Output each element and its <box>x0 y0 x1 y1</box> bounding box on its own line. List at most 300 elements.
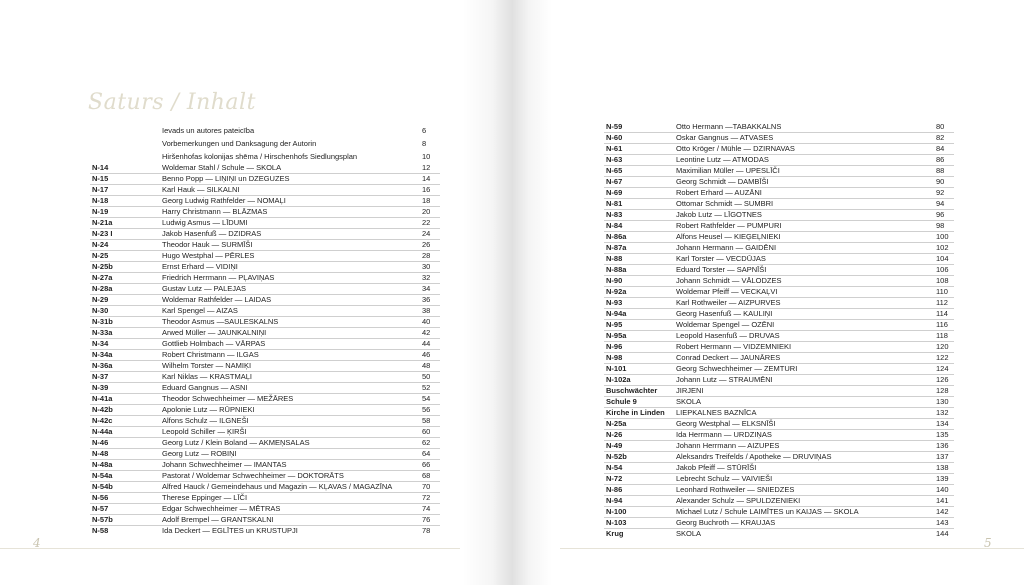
toc-title: Hugo Westphal — PĒRLES <box>160 251 420 262</box>
toc-title: Maximilian Müller — UPESLĪČI <box>674 166 934 177</box>
toc-code: N-93 <box>604 298 674 309</box>
toc-page: 30 <box>420 262 440 273</box>
toc-row <box>604 287 954 298</box>
toc-row <box>604 309 954 320</box>
toc-code: Schule 9 <box>604 397 674 408</box>
toc-code: N-63 <box>604 155 674 166</box>
toc-row <box>90 526 440 537</box>
toc-code: N-42b <box>90 405 160 416</box>
toc-code: N-65 <box>604 166 674 177</box>
toc-row <box>604 496 954 507</box>
toc-code: N-94a <box>604 309 674 320</box>
toc-row <box>90 174 440 185</box>
toc-row <box>90 150 440 163</box>
toc-title: Lebrecht Schulz — VAIVIEŠI <box>674 474 934 485</box>
toc-row <box>604 166 954 177</box>
toc-page: 124 <box>934 364 954 375</box>
toc-page: 34 <box>420 284 440 295</box>
toc-code: N-81 <box>604 199 674 210</box>
toc-title: Georg Schmidt — DAMBĪŠI <box>674 177 934 188</box>
toc-page: 112 <box>934 298 954 309</box>
toc-row <box>604 386 954 397</box>
toc-title: Eduard Gangnus — ASNI <box>160 383 420 394</box>
toc-row <box>604 265 954 276</box>
toc-code: N-25b <box>90 262 160 273</box>
footer-rule-right <box>560 548 1024 549</box>
toc-title: Leontine Lutz — ATMODAS <box>674 155 934 166</box>
toc-code: N-46 <box>90 438 160 449</box>
toc-title: Karl Torster — VECDŪJAS <box>674 254 934 265</box>
toc-page: 116 <box>934 320 954 331</box>
toc-page: 96 <box>934 210 954 221</box>
toc-title: Georg Buchroth — KRAUJAS <box>674 518 934 529</box>
toc-title: Harry Christmann — BLĀZMAS <box>160 207 420 218</box>
toc-row <box>90 306 440 317</box>
toc-title: Jakob Pfeiff — STŪRĪŠI <box>674 463 934 474</box>
toc-row <box>604 254 954 265</box>
toc-row <box>90 361 440 372</box>
toc-code: N-31b <box>90 317 160 328</box>
toc-code: N-49 <box>604 441 674 452</box>
toc-title: Leopold Schiller — ĶIRŠI <box>160 427 420 438</box>
toc-code: N-94 <box>604 496 674 507</box>
toc-title: Jakob Lutz — LĪGOTNES <box>674 210 934 221</box>
toc-row <box>604 419 954 430</box>
toc-page: 18 <box>420 196 440 207</box>
toc-page: 68 <box>420 471 440 482</box>
toc-page: 16 <box>420 185 440 196</box>
toc-title: Otto Kröger / Mühle — DZIRNAVAS <box>674 144 934 155</box>
toc-row <box>90 504 440 515</box>
toc-code <box>90 124 160 137</box>
toc-page: 94 <box>934 199 954 210</box>
toc-title: Adolf Brempel — GRANTSKALNI <box>160 515 420 526</box>
toc-page: 66 <box>420 460 440 471</box>
toc-row <box>604 298 954 309</box>
toc-title: Johann Herrmann — AIZUPES <box>674 441 934 452</box>
page-number-left: 4 <box>33 536 41 550</box>
toc-row <box>90 207 440 218</box>
toc-page: 70 <box>420 482 440 493</box>
toc-page: 128 <box>934 386 954 397</box>
toc-page: 106 <box>934 265 954 276</box>
toc-row <box>604 485 954 496</box>
toc-row <box>90 449 440 460</box>
toc-title: Hiršenhofas kolonijas shēma / Hirschenhofs Siedlungsplan <box>162 152 358 161</box>
toc-row <box>604 199 954 210</box>
footer-rule-left <box>0 548 460 549</box>
toc-page: 136 <box>934 441 954 452</box>
toc-page: 88 <box>934 166 954 177</box>
toc-title: Robert Erhard — AUZĀNI <box>674 188 934 199</box>
book-gutter-shadow-right <box>512 0 552 585</box>
toc-row <box>90 405 440 416</box>
toc-title: Alexander Schulz — SPULDZENIEKI <box>674 496 934 507</box>
toc-code: N-54a <box>90 471 160 482</box>
toc-page: 144 <box>936 529 949 538</box>
toc-title: Karl Spengel — AIZAS <box>160 306 420 317</box>
toc-row <box>90 137 440 150</box>
toc-row <box>604 408 954 419</box>
toc-row <box>604 430 954 441</box>
toc-row <box>604 342 954 353</box>
toc-table-right <box>604 122 954 539</box>
toc-title: Ernst Erhard — VIDIŅI <box>160 262 420 273</box>
toc-row <box>604 177 954 188</box>
toc-code: N-24 <box>90 240 160 251</box>
toc-row <box>604 463 954 474</box>
toc-title: Ludwig Asmus — LĪDUMI <box>160 218 420 229</box>
toc-title: Georg Ludwig Rathfelder — NOMAĻI <box>160 196 420 207</box>
toc-code: N-39 <box>90 383 160 394</box>
toc-page: 108 <box>934 276 954 287</box>
toc-title: Woldemar Rathfelder — LAIDAS <box>160 295 420 306</box>
toc-page: 135 <box>934 430 954 441</box>
toc-page: 22 <box>420 218 440 229</box>
toc-title: Georg Hasenfuß — KAULIŅI <box>674 309 934 320</box>
toc-title: LIEPKALNES BAZNĪCA <box>674 408 934 419</box>
toc-row <box>90 284 440 295</box>
toc-code: N-29 <box>90 295 160 306</box>
page-number-right: 5 <box>984 536 992 550</box>
toc-code: N-67 <box>604 177 674 188</box>
toc-code: N-33a <box>90 328 160 339</box>
toc-page: 52 <box>420 383 440 394</box>
toc-row <box>604 452 954 463</box>
toc-page: 134 <box>934 419 954 430</box>
toc-title: Ievads un autores pateicība <box>162 126 255 135</box>
toc-row <box>604 364 954 375</box>
toc-title: Alfons Heusel — KIEĢEĻNIEKI <box>674 232 934 243</box>
toc-title: SKOLA <box>674 397 934 408</box>
toc-code: N-23 I <box>90 229 160 240</box>
toc-title: Georg Schwechheimer — ZEMTURI <box>674 364 934 375</box>
toc-title: Karl Niklas — KRASTMAĻI <box>160 372 420 383</box>
toc-page: 62 <box>420 438 440 449</box>
toc-row <box>90 438 440 449</box>
toc-code <box>90 150 160 163</box>
toc-code: N-34 <box>90 339 160 350</box>
book-gutter-shadow-left <box>462 0 512 585</box>
toc-page: 84 <box>934 144 954 155</box>
toc-title: Ottomar Schmidt — SUMBRI <box>674 199 934 210</box>
toc-row <box>90 218 440 229</box>
toc-page: 86 <box>934 155 954 166</box>
toc-row <box>604 320 954 331</box>
toc-page: 110 <box>934 287 954 298</box>
toc-code: N-48 <box>90 449 160 460</box>
toc-page: 138 <box>934 463 954 474</box>
toc-title: Benno Popp — LIŅIŅI un DZEGUZES <box>160 174 420 185</box>
toc-code: N-41a <box>90 394 160 405</box>
toc-title: Woldemar Pfeiff — VECKAĻVI <box>674 287 934 298</box>
toc-row <box>90 350 440 361</box>
toc-page: 98 <box>934 221 954 232</box>
toc-title: Karl Hauk — SILKALNI <box>160 185 420 196</box>
toc-code: N-103 <box>604 518 674 529</box>
toc-page: 10 <box>422 152 431 161</box>
toc-title: Theodor Schwechheimer — MEŽĀRES <box>160 394 420 405</box>
toc-title: Johann Schwechheimer — IMANTAS <box>160 460 420 471</box>
toc-code: N-25a <box>604 419 674 430</box>
toc-code: N-57b <box>90 515 160 526</box>
toc-title: Jakob Hasenfuß — DZIDRAS <box>160 229 420 240</box>
toc-row <box>604 232 954 243</box>
toc-page: 20 <box>420 207 440 218</box>
toc-row <box>604 331 954 342</box>
toc-code: N-17 <box>90 185 160 196</box>
toc-row <box>604 133 954 144</box>
toc-page: 76 <box>420 515 440 526</box>
toc-page: 104 <box>934 254 954 265</box>
toc-title: Pastorat / Woldemar Schwechheimer — DOKTORĀTS <box>160 471 420 482</box>
toc-title: SKOLA <box>676 529 702 538</box>
toc-code: N-95 <box>604 320 674 331</box>
toc-page: 28 <box>420 251 440 262</box>
toc-title: Robert Christmann — ILGAS <box>160 350 420 361</box>
toc-row <box>604 221 954 232</box>
toc-page: 126 <box>934 375 954 386</box>
toc-row <box>604 397 954 408</box>
toc-code: N-56 <box>90 493 160 504</box>
toc-page: 122 <box>934 353 954 364</box>
toc-page: 8 <box>422 139 427 148</box>
toc-title: Gustav Lutz — PALEJAS <box>160 284 420 295</box>
toc-title: Ida Deckert — EGLĪTES un KRUSTUPJI <box>162 526 298 535</box>
toc-title: Vorbemerkungen und Danksagung der Autorin <box>162 139 317 148</box>
toc-row <box>90 229 440 240</box>
toc-row <box>604 188 954 199</box>
toc-page: 118 <box>934 331 954 342</box>
toc-row <box>90 240 440 251</box>
toc-row <box>90 482 440 493</box>
toc-page: 114 <box>934 309 954 320</box>
toc-page: 26 <box>420 240 440 251</box>
toc-code: N-25 <box>90 251 160 262</box>
toc-page: 72 <box>420 493 440 504</box>
toc-title: Friedrich Herrmann — PĻAVIŅAS <box>160 273 420 284</box>
toc-title: Otto Hermann —TABAKKALNS <box>674 122 934 133</box>
toc-title: Woldemar Stahl / Schule — SKOLA <box>160 163 420 174</box>
toc-code: N-37 <box>90 372 160 383</box>
toc-page: 102 <box>934 243 954 254</box>
toc-row <box>604 474 954 485</box>
toc-title: Georg Westphal — ELKSNĪŠI <box>674 419 934 430</box>
toc-title: Georg Lutz — ROBIŅI <box>160 449 420 460</box>
toc-row <box>90 328 440 339</box>
toc-row <box>604 441 954 452</box>
page-title: Saturs / Inhalt <box>88 90 256 115</box>
toc-code: N-69 <box>604 188 674 199</box>
toc-row <box>90 493 440 504</box>
toc-code: N-28a <box>90 284 160 295</box>
toc-title: Robert Rathfelder — PUMPURI <box>674 221 934 232</box>
toc-row <box>90 124 440 137</box>
toc-code: N-36a <box>90 361 160 372</box>
toc-code: N-52b <box>604 452 674 463</box>
toc-page: 14 <box>420 174 440 185</box>
toc-page: 120 <box>934 342 954 353</box>
toc-page: 143 <box>934 518 954 529</box>
toc-row <box>90 460 440 471</box>
toc-row <box>90 372 440 383</box>
toc-code: N-100 <box>604 507 674 518</box>
toc-code: N-95a <box>604 331 674 342</box>
toc-code: N-26 <box>604 430 674 441</box>
toc-page: 6 <box>422 126 427 135</box>
toc-code: N-21a <box>90 218 160 229</box>
toc-row <box>604 507 954 518</box>
toc-page: 42 <box>420 328 440 339</box>
toc-code: N-34a <box>90 350 160 361</box>
toc-row <box>90 317 440 328</box>
toc-code: N-57 <box>90 504 160 515</box>
toc-title: Theodor Hauk — SURMĪŠI <box>160 240 420 251</box>
toc-title: Aleksandrs Treifelds / Apotheke — DRUVIŅAS <box>674 452 934 463</box>
toc-row <box>604 276 954 287</box>
toc-page: 80 <box>934 122 954 133</box>
toc-title: Alfons Schulz — ILGNEŠI <box>160 416 420 427</box>
toc-page: 140 <box>934 485 954 496</box>
toc-code: N-102a <box>604 375 674 386</box>
toc-page: 60 <box>420 427 440 438</box>
toc-row <box>90 383 440 394</box>
toc-title: Georg Lutz / Klein Boland — AKMEŅSALAS <box>160 438 420 449</box>
toc-title: Oskar Gangnus — ATVASES <box>674 133 934 144</box>
toc-page: 137 <box>934 452 954 463</box>
toc-page: 44 <box>420 339 440 350</box>
toc-table-left <box>90 124 440 536</box>
toc-row <box>90 251 440 262</box>
toc-page: 82 <box>934 133 954 144</box>
toc-code: Kirche in Linden <box>604 408 674 419</box>
toc-title: Leopold Hasenfuß — DRUVAS <box>674 331 934 342</box>
toc-code: N-44a <box>90 427 160 438</box>
toc-code: N-54b <box>90 482 160 493</box>
toc-code: N-88a <box>604 265 674 276</box>
toc-page: 139 <box>934 474 954 485</box>
toc-title: Apolonie Lutz — RŪPNIEKI <box>160 405 420 416</box>
toc-code: N-101 <box>604 364 674 375</box>
toc-page: 48 <box>420 361 440 372</box>
toc-title: Leonhard Rothweiler — SNIEDZES <box>674 485 934 496</box>
toc-code: N-30 <box>90 306 160 317</box>
toc-code: N-60 <box>604 133 674 144</box>
toc-code <box>90 137 160 150</box>
toc-page: 40 <box>420 317 440 328</box>
toc-title: Michael Lutz / Schule LAIMĪTES un KAIJAS — SKOLA <box>674 507 934 518</box>
toc-row <box>90 416 440 427</box>
toc-code: N-86 <box>604 485 674 496</box>
toc-row <box>90 471 440 482</box>
toc-code: N-42c <box>90 416 160 427</box>
toc-row <box>604 122 954 133</box>
toc-page: 36 <box>420 295 440 306</box>
toc-code: N-96 <box>604 342 674 353</box>
toc-code: N-92a <box>604 287 674 298</box>
toc-page: 132 <box>934 408 954 419</box>
toc-page: 142 <box>934 507 954 518</box>
toc-code: N-72 <box>604 474 674 485</box>
toc-title: Arwed Müller — JAUNKALNIŅI <box>160 328 420 339</box>
toc-page: 130 <box>934 397 954 408</box>
toc-row <box>90 515 440 526</box>
toc-row <box>604 353 954 364</box>
toc-code: Buschwächter <box>604 386 674 397</box>
toc-page: 64 <box>420 449 440 460</box>
toc-title: Johann Lutz — STRAUMĒNI <box>674 375 934 386</box>
toc-title: Woldemar Spengel — OZĒNI <box>674 320 934 331</box>
toc-code: N-98 <box>604 353 674 364</box>
toc-row <box>90 339 440 350</box>
toc-row <box>90 262 440 273</box>
toc-title: JIRJENI <box>674 386 934 397</box>
toc-title: Johann Schmidt — VĀLODZES <box>674 276 934 287</box>
toc-row <box>90 163 440 174</box>
toc-code: N-14 <box>90 163 160 174</box>
toc-page: 38 <box>420 306 440 317</box>
toc-code: N-83 <box>604 210 674 221</box>
toc-page: 46 <box>420 350 440 361</box>
toc-row <box>90 273 440 284</box>
toc-code: N-27a <box>90 273 160 284</box>
toc-title: Ida Herrmann — URDZIŅAS <box>674 430 934 441</box>
toc-title: Gottlieb Holmbach — VĀRPAS <box>160 339 420 350</box>
toc-code: N-19 <box>90 207 160 218</box>
toc-row <box>604 144 954 155</box>
toc-page: 141 <box>934 496 954 507</box>
toc-page: 90 <box>934 177 954 188</box>
toc-code: N-58 <box>92 526 109 535</box>
toc-row <box>604 155 954 166</box>
toc-code: N-54 <box>604 463 674 474</box>
toc-page: 74 <box>420 504 440 515</box>
toc-code: N-87a <box>604 243 674 254</box>
toc-title: Theodor Asmus —SAULESKALNS <box>160 317 420 328</box>
toc-code: N-88 <box>604 254 674 265</box>
toc-page: 58 <box>420 416 440 427</box>
toc-row <box>90 427 440 438</box>
toc-title: Karl Rothweiler — AIZPURVES <box>674 298 934 309</box>
toc-code: N-61 <box>604 144 674 155</box>
toc-title: Robert Hermann — VIDZEMNIEKI <box>674 342 934 353</box>
toc-row <box>604 375 954 386</box>
toc-code: N-15 <box>90 174 160 185</box>
toc-code: N-86a <box>604 232 674 243</box>
toc-page: 32 <box>420 273 440 284</box>
toc-row <box>90 295 440 306</box>
toc-row <box>604 529 954 540</box>
toc-code: N-18 <box>90 196 160 207</box>
toc-row <box>90 185 440 196</box>
toc-title: Conrad Deckert — JAUNĀRES <box>674 353 934 364</box>
toc-code: N-59 <box>604 122 674 133</box>
toc-row <box>604 210 954 221</box>
toc-title: Eduard Torster — SAPNĪŠI <box>674 265 934 276</box>
toc-title: Therese Eppinger — LĪČI <box>160 493 420 504</box>
toc-page: 50 <box>420 372 440 383</box>
toc-row <box>604 518 954 529</box>
toc-page: 24 <box>420 229 440 240</box>
toc-code: N-48a <box>90 460 160 471</box>
toc-code: N-84 <box>604 221 674 232</box>
toc-title: Johann Hermann — GAIDĒNI <box>674 243 934 254</box>
toc-page: 12 <box>420 163 440 174</box>
toc-page: 78 <box>422 526 431 535</box>
toc-row <box>90 196 440 207</box>
toc-code: N-90 <box>604 276 674 287</box>
toc-page: 56 <box>420 405 440 416</box>
